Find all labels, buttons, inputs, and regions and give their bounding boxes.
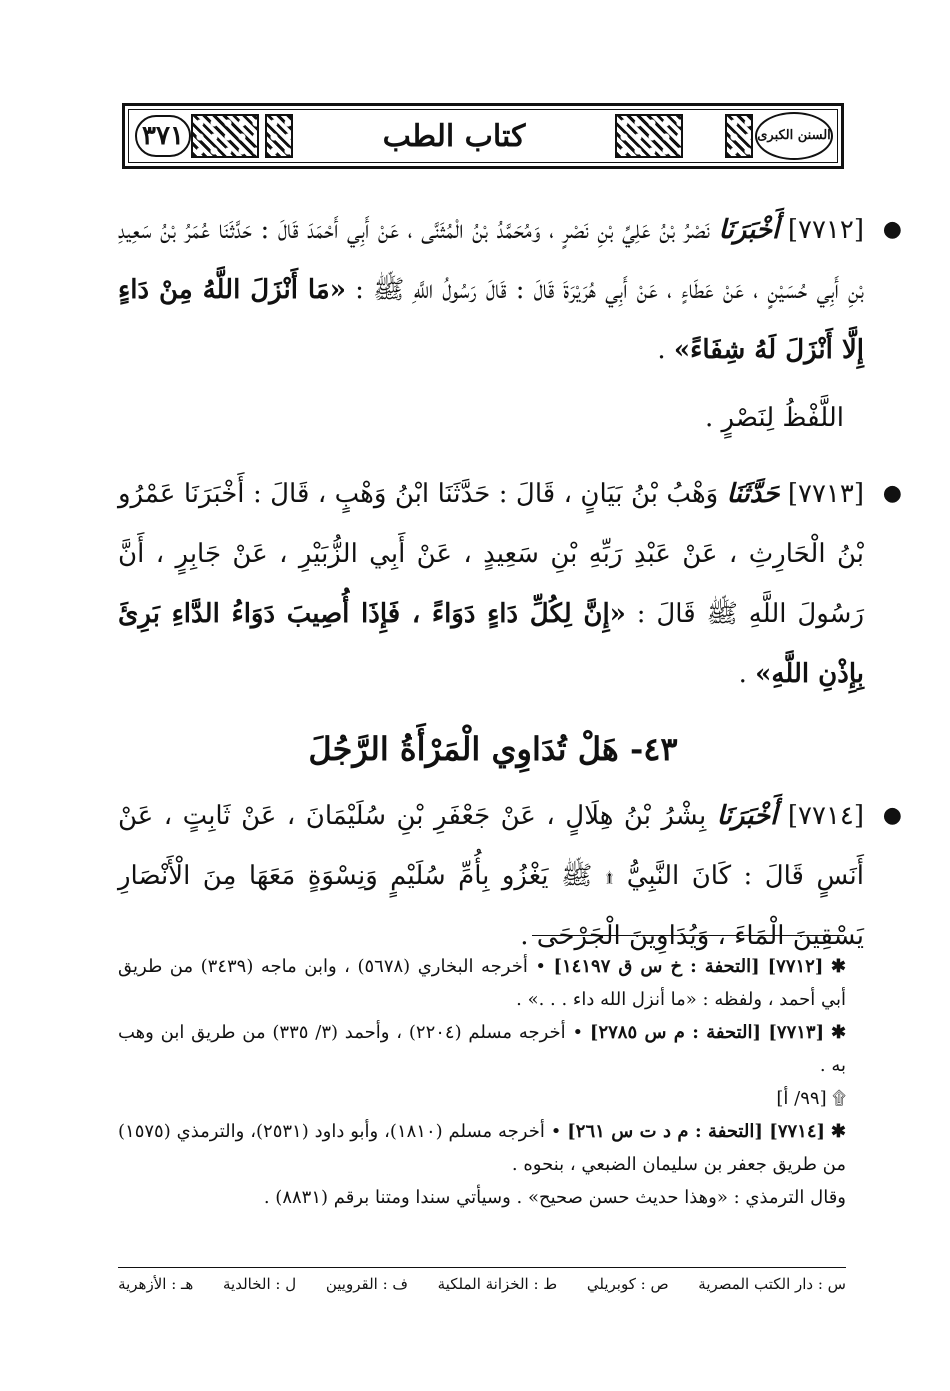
hadith-number: [٧٧١٣] [787, 479, 865, 509]
footnote-folio: ۩ [٩٩/ أ] [776, 1088, 846, 1109]
header-ornament-left [191, 114, 259, 158]
footnote-ref: [٧٧١٤] [التحفة : م د ت س ٢٦١] [567, 1121, 826, 1142]
footnote-comment: وقال الترمذي : «وهذا حديث حسن صحيح» . وسيأتي سندا ومتنا برقم (٨٨٣١) . [263, 1187, 846, 1208]
hadith-end: . [738, 659, 747, 689]
footnote-7713 [118, 1016, 846, 1082]
hadith-7712 [118, 200, 902, 380]
hadith-text: وَهْبُ بْنُ بَيَانٍ ، قَالَ : حَدَّثَنَا ابْنُ وَهْبٍ ، قَالَ : أَخْبَرَنَا عَمْرُو بْنُ الْحَارِثِ ، عَنْ عَبْدِ رَبِّهِ بْنِ سَعِيدٍ ، عَنْ أَبِي الزُّبَيْرِ ، عَنْ جَابِرٍ ، أَنَّ رَسُولَ اللَّهِ ﷺ قَالَ : [118, 479, 864, 629]
legend-item: ل : الخالدية [223, 1275, 297, 1293]
hadith-note: اللَّفْظُ لِنَصْرٍ . [704, 403, 844, 433]
bullet-icon: ● [882, 217, 902, 242]
footnote-ref: [٧٧١٣] [التحفة : م س ٢٧٨٥] [589, 1022, 825, 1043]
legend-item: هـ : الأزهرية [118, 1275, 194, 1293]
page-number: ٣٧١ [135, 115, 191, 157]
footnote-text: • أخرجه مسلم (١٨١٠)، وأبو داود (٢٥٣١)، والترمذي (١٥٧٥) من طريق جعفر بن سليمان الضبعي ، بنحوه . [118, 1121, 846, 1175]
footnote-ref: [٧٧١٢] [التحفة : خ س ق ١٤١٩٧] [553, 956, 824, 977]
chapter-title: ٤٣- هَلْ تُدَاوِي الْمَرْأَةُ الرَّجُلَ [308, 730, 678, 768]
hadith-end: . [657, 335, 666, 365]
hadith-number: [٧٧١٢] [787, 215, 864, 245]
hadith-quote: «إِنَّ لِكُلِّ دَاءٍ دَوَاءً ، فَإِذَا أُصِيبَ دَوَاءُ الدَّاءِ بَرِئَ بِإِذْنِ اللَّهِ» [118, 599, 864, 689]
hadith-text: نَصْرُ بْنُ عَلِيِّ بْنِ نَصْرٍ ، وَمُحَمَّدُ بْنُ الْمُثَنَّى ، عَنْ أَبِي أَحْمَدَ قَالَ : حَدَّثَنَا عُمَرُ بْنُ سَعِيدِ بْنِ أَبِي حُسَيْنٍ ، عَنْ عَطَاءٍ ، عَنْ أَبِي هُرَيْرَةَ قَالَ : قَالَ رَسُولُ اللَّهِ ﷺ : [118, 215, 864, 305]
legend-divider [118, 1267, 846, 1268]
hadith-verb: أَخْبَرَنَا [716, 801, 778, 831]
hadith-7714 [118, 786, 902, 966]
footnote-divider [532, 935, 844, 936]
asterisk-icon: ✱ [830, 956, 846, 977]
footnote-text: • أخرجه مسلم (٢٢٠٤) ، وأحمد (٣/ ٣٣٥) من طريق ابن وهب به . [118, 1022, 846, 1076]
page-header [122, 103, 844, 169]
hadith-number: [٧٧١٤] [787, 801, 865, 831]
legend-item: ص : كوبريلي [586, 1275, 669, 1293]
header-ornament-right-inner [725, 114, 753, 158]
main-text [118, 200, 902, 974]
asterisk-icon: ✱ [830, 1121, 846, 1142]
footnote-7712 [118, 950, 846, 1016]
footnotes [118, 950, 846, 1214]
hadith-verb: أَخْبَرَنَا [718, 215, 780, 245]
legend-item: ط : الخزانة الملكية [437, 1275, 558, 1293]
hadith-text: بِشْرُ بْنُ هِلَالٍ ، عَنْ جَعْفَرِ بْنِ سُلَيْمَانَ ، عَنْ ثَابِتٍ ، عَنْ أَنَسٍ قَالَ : كَانَ النَّبِيُّ ۩ ﷺ يَغْزُو بِأُمِّ سُلَيْمٍ وَنِسْوَةٍ مَعَهَا مِنَ الْأَنْصَارِ يَسْقِينَ الْمَاءَ ، وَيُدَاوِينَ الْجَرْحَى . [118, 801, 864, 951]
book-title: كتاب الطب [382, 118, 526, 154]
header-ornament-right [615, 114, 683, 158]
header-ornament-left-inner [265, 114, 293, 158]
footnote-text: • أخرجه البخاري (٥٦٧٨) ، وابن ماجه (٣٤٣٩) من طريق أبي أحمد ، ولفظه : «ما أنزل الله داء . . .» . [118, 956, 846, 1010]
footnote-7714 [118, 1115, 846, 1181]
asterisk-icon: ✱ [830, 1022, 847, 1043]
legend-item: ف : القرويين [325, 1275, 408, 1293]
book-logo: السنن الكبرى [755, 112, 833, 160]
bullet-icon: ● [882, 803, 902, 828]
bullet-icon: ● [882, 481, 902, 506]
hadith-verb: حَدَّثَنَا [726, 479, 780, 509]
manuscript-legend [118, 1275, 846, 1293]
hadith-7713 [118, 464, 902, 704]
legend-item: س : دار الكتب المصرية [698, 1275, 846, 1293]
hadith-quote: «مَا أَنْزَلَ اللَّهُ مِنْ دَاءٍ إِلَّا أَنْزَلَ لَهُ شِفَاءً» [118, 275, 864, 365]
